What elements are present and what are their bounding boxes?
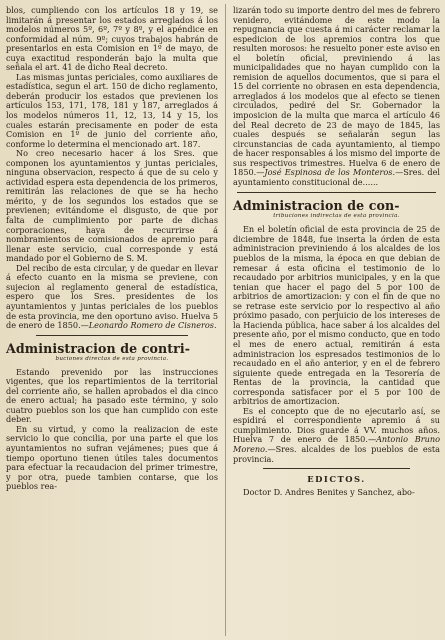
paragraph [233, 407, 440, 464]
section-title: Administracion de con- [233, 198, 400, 214]
paragraph-text: Es el concepto que de no ejecutarlo así, se espidirá el correspondiente apremio á su cumplimiento. Dios guarde á VV. muchos años. Huelva 7 de enero de 1850. [233, 405, 440, 445]
signature-tail: —Sres. alcaldes de los pueblos de esta provincia. [233, 443, 440, 464]
paragraph-text: lizarán todo su importe dentro del mes de febrero venidero, evitándome de este modo la repugnancia que cuesta á mi carácter reclamar la espedicion de los apremios contra los que resulten morosos: he resuelto poner este aviso en el boletín oficial, previniendo á las municipalidades que no hayan cumplido con la remision de aquellos documentos, que si para el 15 del corriente no obrasen en esta dependencia, arreglados á los modelos que al efecto se tienen circulados, pediré del Sr. Gobernador la imposicion de la multa que marca el artículo 46 del Real decreto de 23 de mayo de 1845, las cuales después se señalarán segun las circunstancias de cada ayuntamiento, al tiempo de hacer responsables á los mismo del importe de sus respectivos trimestres. Huelva 6 de enero de 1850.— [233, 5, 440, 178]
paragraph: Doctor D. Andres Benites y Sanchez, abo- [243, 486, 415, 497]
section-divider [263, 468, 410, 469]
section-title: Administracion de contri- [6, 340, 191, 356]
paragraph [233, 6, 440, 187]
edictos-heading: EDICTOS. [307, 474, 366, 485]
column-divider [225, 4, 226, 636]
paragraph: En el boletín oficial de esta provincia de 25 de diciembre de 1848, fue inserta la órden de esta administracion previniendo á los alcaldes de los pueblos de la misma, la época en que debian de remesar á esta oficina el testimonio de lo recaudado por arbitrios municipales, y en la que tenian que hacer el pago del 5 por 100 de arbitrios de amortizacion: y con el fin de que no se retrase este servicio por lo respectivo al año próximo pasado, con perjuicio de los intereses de la Hacienda pública, hace saber á los alcaldes del presente año, por el mismo conducto, que en todo el mes de enero actual, remitirán á esta administracion los espresados testimonios de lo recaudado en el año anterior, y en el de febrero siguiente quede entregada en la Tesorería de Rentas de la provincia, la cantidad que corresponda satisfacer por el 5 por 100 de arbitrios de amortizacion. [233, 224, 440, 407]
right-column [233, 6, 440, 497]
section-subtitle: buciones directas de esta provincia. [55, 355, 169, 362]
paragraph: blos, cumpliendo con los artículos 18 y 19, se limitarán á presentar los estados arreglados á los modelos números 5º, 6º, 7º y 8º, y el apéndice en conformidad al núm. 9º; cuyos trabajos habrán de presentarlos en esta Comision en 1º de mayo, de cuya exactitud responderán bajo la multa que señala el art. 41 de dicho Real decreto. [6, 5, 218, 73]
section-divider [237, 192, 436, 193]
paragraph: Las mismas juntas periciales, como auxiliares de estadística, segun el art. 150 de dicho reglamento, deberán producir los estados que previenen los artículos 153, 171, 178, 181 y 187, arreglados á los modelos números 11, 12, 13, 14 y 15, los cuales estarán precisamente en poder de esta Comision en 1º de junio del corriente año, conforme lo determina el mencionado art. 187. [6, 71, 218, 149]
paragraph: Estando prevenido por las instrucciones vigentes, que los repartimientos de la territorial del corriente año, se hallen aprobados el dia cinco de enero actual; ha pasado este término, y solo cuatro pueblos son los que han cumplido con este deber. [6, 366, 218, 425]
paragraph [6, 264, 218, 331]
signature: José Espinosa de los Monteros. [264, 167, 396, 178]
section-divider [36, 335, 188, 336]
paragraph: En su virtud, y como la realizacion de este servicio lo que concilia, por una parte el que los ayuntamientos no sufran vejámenes; pues que á tiempo oportuno tienen útiles tales documentos para efectuar la recaudacion del primer trimestre, y por otra, puede tambien contarse, que los pueblos rea- [6, 423, 218, 492]
signature: —Antonio Bruno Moreno. [233, 434, 440, 454]
section-subtitle: tribuciones indirectas de esta provincia. [273, 213, 400, 220]
left-column [6, 6, 218, 492]
paragraph-text: Del recibo de esta circular, y de quedar en llevar á efecto cuanto en la misma se previene, con sujecion al reglamento general de estadística, espero que los Sres. presidentes de los ayuntamientos y juntas periciales de los pueblos de esta provincia, me den oportuno aviso. Huelva 5 de enero de 1850.— [6, 262, 218, 331]
signature: Leonardo Romero de Cisneros. [88, 320, 217, 331]
paragraph: No creo necesario hacer á los Sres. que componen los ayuntamientos y juntas periciales, ninguna observacion, respecto á que de su celo y actividad espera esta dependencia de los primeros, remitirán las relaciones de que se ha hecho mérito, y de los segundos los estados que se previenen; evitándome el disgusto, de que por falta de cumplimiento por parte de dichas corporaciones, haya de recurrirse á nombramientos de comisionados de apremio para llenar este servicio, cual corresponde y está mandado por el Gobierno de S. M. [6, 148, 218, 264]
signature-tail: —Sres. del ayuntamiento constitucional de...... [233, 167, 441, 187]
